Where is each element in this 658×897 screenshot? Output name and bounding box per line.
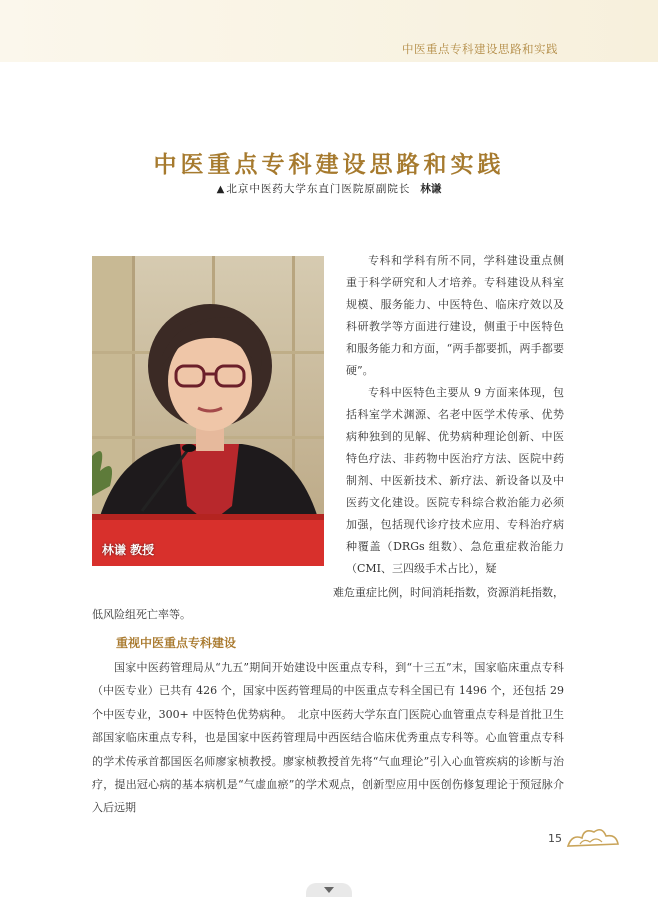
cloud-ornament-icon [566,826,620,850]
author-name: 林谦 [420,183,442,195]
author-line [0,181,658,196]
paragraph-1: 专科和学科有所不同，学科建设重点侧重于科学研究和人才培养。专科建设从科室规模、服务能力、中医特色、临床疗效以及科研教学等方面进行建设，侧重于中医特色和服务能力和方面，“两手都要抓，两手都要硬”。 [346,254,564,377]
scroll-down-tab[interactable] [306,883,352,897]
author-role: 北京中医药大学东直门医院原副院长 [226,183,411,195]
paragraph-2: 专科中医特色主要从 9 方面来体现，包括科室学术渊源、名老中医学术传承、优势病种独到的见解、优势病种理论创新、中医特色疗法、非药物中医治疗方法、医院中药制剂、中医新技术、新疗法、新设备以及中医药文化建设。医院专科综合救治能力必须加强，包括现代诊疗技术应用、专科治疗病种覆盖（DRGs 组数）、急危重症救治能力（CMI、三四级手术占比），疑 [346,386,564,575]
chevron-down-icon [324,887,334,893]
paragraph-2-continuation [92,582,564,626]
author-photo [92,256,324,566]
article-title: 中医重点专科建设思路和实践 [153,151,505,178]
paragraph-2-line: 难危重症比例，时间消耗指数，资源消耗指数， [333,586,564,599]
triangle-icon: ▲ [216,184,225,195]
section-heading: 重视中医重点专科建设 [116,636,237,650]
portrait-illustration [92,256,324,566]
running-header-title: 中医重点专科建设思路和实践 [402,42,558,56]
paragraph-3: 国家中医药管理局从“九五”期间开始建设中医重点专科，到“十三五”末，国家临床重点专科（中医专业）已共有 426 个，国家中医药管理局的中医重点专科全国已有 1496 个，还包括 29 个中医专业，300+ 中医特色优势病种。 北京中医药大学东直门医院心血管重点专科是首批卫生部国家临床重点专科，也是国家中医药管理局中西医结合临床优秀重点专科等。心血管重点专科的学术传承首都国医名师廖家桢教授。廖家桢教授首先将“气血理论”引入心血管疾病的诊断与治疗，提出冠心病的基本病机是“气虚血瘀”的学术观点，创新型应用中医创伤修复理论于预冠脉介入后远期 [92,661,564,815]
running-header-band [0,0,658,62]
paragraph-2-line: 低风险组死亡率等。 [92,608,191,621]
page-number: 15 [548,832,562,845]
photo-caption: 林谦 教授 [102,543,155,557]
